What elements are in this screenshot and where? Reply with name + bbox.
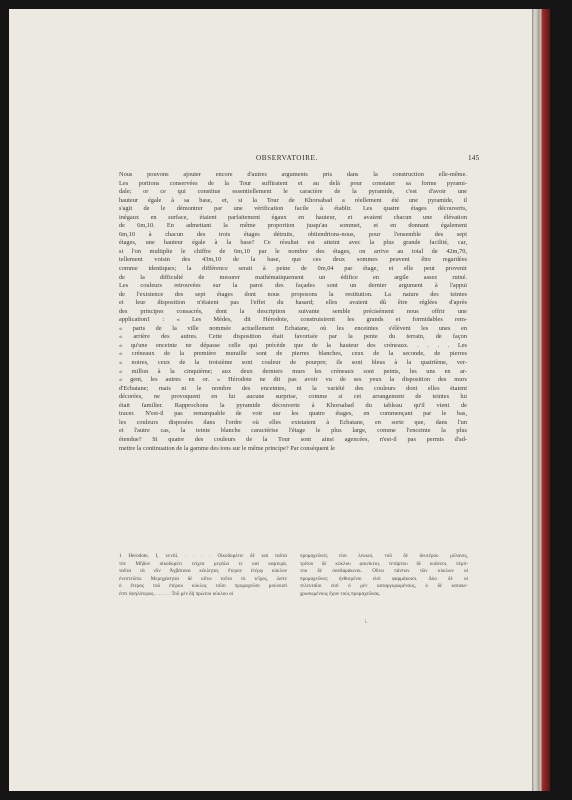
signature-mark: i. [365, 620, 368, 625]
body-text-line: « gent, les autres en or. » Hérodote ne dit pas avoir vu de ses yeux la disposition des murs [119, 376, 467, 384]
book-page [9, 9, 532, 791]
body-text-line: Nous pouvons ajouter encore d'autres arguments pris dans la construction elle-même. [119, 171, 467, 178]
footnote-line: τελευταῖοι εἰσὶ ὁ μὲν καταργυρωμένους, ὁ δὲ κατακε- [300, 583, 468, 590]
body-text-line: « noires, ceux de la troisième sont couleur de pourpre; ils sont bleus à la quatrième, ver- [119, 359, 467, 367]
running-head [9, 154, 532, 166]
body-text-line: application1 : « Les Mèdes, dit Hérodote, construisirent les grands et formidables rem- [119, 316, 467, 324]
footnote-line: τὸν Μῆδον οἰκοδομέει τείχεα μεγάλα τε καὶ καρτερά, [119, 560, 287, 567]
body-text-line: et leur disposition n'étaient pas l'effet du hasard; elles avaient dû être réglées d'après [119, 299, 467, 307]
body-text-line: des principes consacrés, dont la description suivante semble précisément nous offrir une [119, 307, 467, 315]
footnote-line: προμαχεῶνες ἠνθισμένοι εἰσὶ φαρμάκοισι. Δύο δὲ οἱ [300, 575, 468, 582]
body-text-line: dale; or ce qui constitue essentiellement le caractère de la pyramide, c'est d'avoir une [119, 188, 467, 196]
body-text-line: et l'autre cas, la teinte blanche caractérise l'étage le plus large, comme l'enceinte la plus [119, 427, 467, 435]
footnote-line: του δὲ σανδαράκινοι. Οὕτω πάντων τῶν κύκλων οἱ [300, 568, 468, 575]
body-text-line: les couleurs disposées dans l'ordre où elles existaient à Ecbatane, en sorte que, dans l'un [119, 418, 467, 426]
body-text-line: d'Ecbatane; mais ni le nombre des enceintes, ni la variété des couleurs dont elles étaient [119, 384, 467, 392]
body-text-line: « créneaux de la première muraille sont de pierres blanches, ceux de la seconde, de pierres [119, 350, 467, 358]
body-text-line: mettre la continuation de la gamme des tons sur le même principe? Par conséquent le [119, 444, 335, 452]
footnote-line: ἐστι ὑψηλότερος. . . . . . . Τοῦ μὲν δὴ πρώτου κύκλου οἱ [119, 590, 234, 597]
body-text-line: Les couleurs retrouvées sur la paroi des façades sont un dernier argument à l'appui [119, 282, 467, 290]
body-text [119, 171, 467, 453]
body-text-line: s'agit de le démontrer par une vérification facile à établir. Les quatre étages découverts, [119, 205, 467, 213]
body-text-line: « arrière des autres. Cette disposition était favorisée par la pente du terrain, de façon [119, 333, 467, 341]
body-text-line: était familier. Rapprochons la pyramide découverte à Khorsabad du tableau qu'il vient de [119, 401, 467, 409]
body-text-line: de l'existence des sept étages dont nous proposons la restitution. La nature des teintes [119, 290, 467, 298]
body-text-line: étendue? Si quatre des couleurs de la Tour sont ainsi agencées, n'est-il pas permis d'ad- [119, 435, 467, 443]
body-text-line: 6m,10 à chacun des trois étages détruits, obtiendrions-nous, pour l'ensemble des sept [119, 230, 467, 238]
body-text-line: comme identiques; la différence serait à peine de 0m,04 par étage, et elle peut provenir [119, 265, 467, 273]
body-text-line: inégaux en surface, étaient parfaitement égaux en hauteur, et avaient chacun une élévation [119, 213, 467, 221]
body-text-line: de la difficulté de mesurer mathématiquement un édifice en argile assez ruiné. [119, 273, 467, 281]
footnote-line: ἐνεστεῶτα. Μεμηχάνηται δὲ οὕτω τοῦτο τὸ τεῖχος, ὥστε [119, 575, 287, 582]
footnotes [119, 553, 468, 623]
body-text-line: Les portions conservées de la Tour suffiraient et au delà pour constater sa forme pyrami- [119, 179, 467, 187]
footnote-line: ὁ ἕτερος τοῦ ἑτέρου κύκλος τοῖσι προμαχεῶσι μούνοισί [119, 583, 287, 590]
body-text-line: « qu'une enceinte ne dépasse celle qui précède que de la hauteur des créneaux. . . . . Les [119, 341, 467, 349]
footnote-column-left [119, 553, 287, 599]
running-title: OBSERVATOIRE. [256, 154, 318, 162]
body-text-line: « millon à la cinquième; aux deux derniers murs les créneaux sont peints, les uns en ar- [119, 367, 467, 375]
body-text-line: tellement voisin des 43m,10 de la base, que ces deux sommes peuvent être regardées [119, 256, 467, 264]
footnote-line: χρυσωμένους ἔχων τοὺς προμαχεῶνας. [300, 590, 381, 597]
body-text-line: hauteur égale à sa base, et, si la Tour de Khorsabad a réellement été une pyramide, il [119, 196, 467, 204]
page-number: 145 [468, 154, 480, 162]
body-text-line: étages, une hauteur égale à la base? Ce résultat est atteint avec la plus grande facilité, car, [119, 239, 467, 247]
body-text-line: si l'on multiplie le chiffre de 6m,10 par le nombre des étages, on arrive au total de 42m,70, [119, 247, 467, 255]
body-text-line: « parts de la ville nommée actuellement Ecbatane, où les enceintes s'élèvent les unes en [119, 324, 467, 332]
body-text-line: décorées, ne provoquent en lui aucune surprise, comme si cet arrangement de teintes lui [119, 393, 467, 401]
footnote-line: προμαχεῶνές εἰσι λευκοί, τοῦ δὲ δευτέρου μέλανες, [300, 553, 468, 559]
book-spine [532, 9, 550, 791]
body-text-line: tracer. N'est-il pas remarquable de voir sur les quatre étages, en commençant par le bas, [119, 410, 467, 418]
footnote-line: ταῦτα τὰ νῦν Ἀγβάτανα κέκληται, ἕτερον ἑτέρῳ κύκλον [119, 568, 287, 575]
footnote-column-right [300, 553, 468, 599]
footnote-line: τρίτου δὲ κύκλου φοινίκεοι, τετάρτου δὲ κυάνεοι, πέμπ- [300, 560, 468, 567]
body-text-line: de 6m,10. En admettant la même proportion jusqu'au sommet, et en donnant également [119, 222, 467, 230]
footnote-line: 1 Herodote, I, xcviii. . . . . Οἰκοδομέειν δὲ καὶ ταῦτα [119, 553, 287, 559]
